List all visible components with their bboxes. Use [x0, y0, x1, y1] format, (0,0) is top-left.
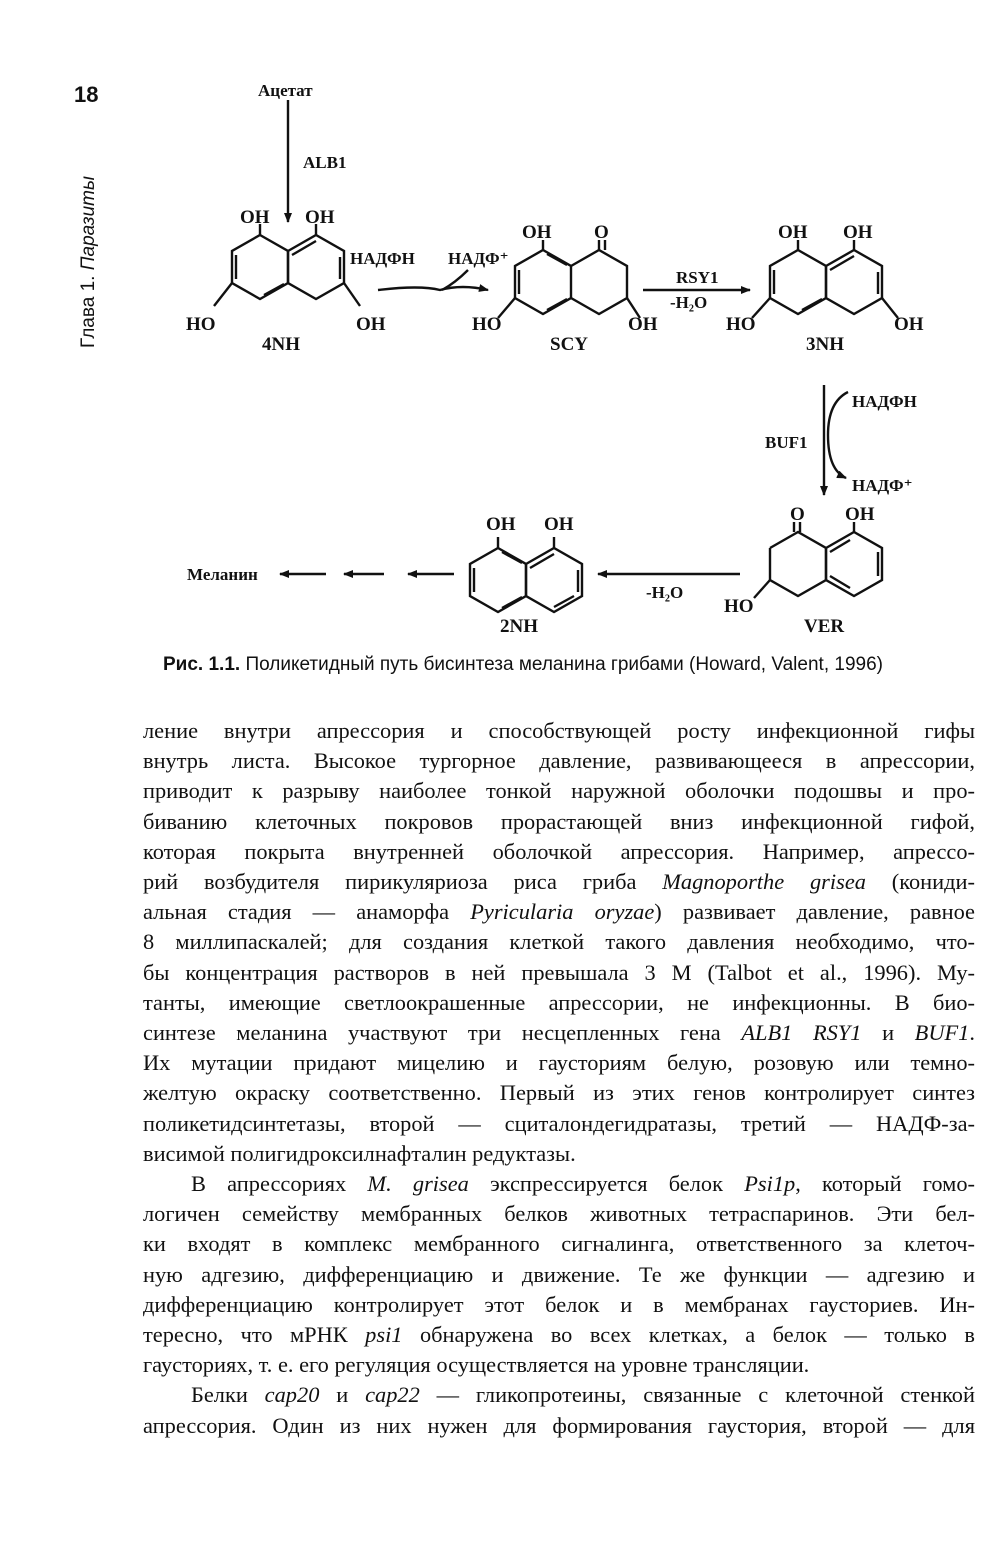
text-run: гаусториях, т. е. его регуляция осуществляется на уровне трансляции.	[143, 1352, 810, 1378]
text-run: альная стадия — анаморфа	[143, 899, 471, 925]
text-line	[143, 1018, 975, 1048]
text-run: — гликопротеины, связанные с клеточной стенкой	[419, 1382, 975, 1408]
text-line	[143, 1320, 975, 1350]
structure-scy	[498, 240, 640, 318]
body-text	[143, 716, 975, 1441]
text-run: тересно, что мРНК	[143, 1322, 366, 1348]
label-scy-o: O	[594, 222, 609, 243]
text-run: логичен семейству мембранных белков животных тетраспаринов. Эти бел-	[143, 1201, 975, 1227]
text-line	[143, 1350, 975, 1380]
label-acetate: Ацетат	[258, 81, 313, 100]
text-run: внутрь листа. Высокое тургорное давление, развивающееся в апрессории,	[143, 748, 975, 774]
label-3nh-ho: HO	[726, 314, 756, 335]
label-h2o-2: -H₂O	[646, 583, 684, 602]
text-run: которая покрыта внутренней оболочкой апрессория. Например, апрессо-	[143, 838, 975, 864]
melanin-pathway-scheme	[0, 0, 1000, 645]
text-run: ки входят в комплекс мембранного сигналинга, ответственного за клеточ-	[143, 1231, 975, 1257]
figure-caption	[163, 654, 883, 676]
label-ver-name: VER	[804, 616, 845, 637]
text-line	[143, 776, 975, 806]
structure-2nh	[470, 537, 582, 612]
label-nadph-2: НАДФН	[852, 392, 917, 411]
text-line	[143, 746, 975, 776]
label-2nh-oh-tl: OH	[486, 514, 516, 535]
label-scy-oh: OH	[522, 222, 552, 243]
italic-term: cap20	[264, 1382, 320, 1408]
label-nadph-1: НАДФН	[350, 249, 415, 268]
text-line	[143, 1048, 975, 1078]
label-4nh-ho: HO	[186, 314, 216, 335]
text-run: .	[969, 1020, 975, 1046]
chapter-title: Паразиты	[78, 176, 99, 271]
text-run: приводит к разрыву наиболее тонкой наружной оболочки подошвы и про-	[143, 778, 975, 804]
paragraph-3	[143, 1380, 975, 1440]
italic-term: Psi1p	[744, 1171, 796, 1197]
text-line	[143, 1229, 975, 1259]
structure-ver	[754, 522, 882, 598]
text-run: обнаружена во всех клетках, а белок — только в	[402, 1322, 975, 1348]
structure-3nh	[752, 240, 898, 318]
caption-text: Поликетидный путь бисинтеза меланина грибами (Howard, Valent, 1996)	[240, 654, 883, 675]
text-line	[143, 807, 975, 837]
label-3nh-oh-tr: OH	[843, 222, 873, 243]
label-rsy1: RSY1	[676, 268, 719, 287]
text-run: дифференциацию контролирует этот белок и в мембранах гаусториев. Ин-	[143, 1291, 975, 1317]
text-run: поликетидсинтетазы, второй — сциталондегидратазы, третий — НАДФ-за-	[143, 1110, 975, 1136]
italic-term: cap22	[365, 1382, 420, 1408]
label-ver-ho: HO	[724, 596, 754, 617]
label-3nh-name: 3NH	[806, 334, 844, 355]
text-run: , который гомо-	[795, 1171, 975, 1197]
text-run: ную адгезию, дифференциацию и движение. Те же функции — адгезию и	[143, 1261, 975, 1287]
label-4nh-name: 4NH	[262, 334, 300, 355]
text-run: апрессория. Один из них нужен для формирования гаустория, второй — для	[143, 1412, 975, 1438]
label-3nh-oh-r: OH	[894, 314, 924, 335]
text-run: висимой полигидроксилнафталин редуктазы.	[143, 1140, 576, 1166]
italic-term: Pyricularia oryzae	[470, 899, 655, 925]
text-line	[143, 837, 975, 867]
label-h2o-1: -H₂O	[670, 293, 708, 312]
text-run: и	[319, 1382, 366, 1408]
label-melanin: Меланин	[187, 565, 258, 584]
label-ver-o: O	[790, 504, 805, 525]
label-ver-oh: OH	[845, 504, 875, 525]
text-line	[143, 716, 975, 746]
paragraph-2	[143, 1169, 975, 1380]
text-run: 8 миллипаскалей; для создания клеткой такого давления необходимо, что-	[143, 929, 975, 955]
text-line	[143, 1109, 975, 1139]
paragraph-1	[143, 716, 975, 1169]
text-line	[143, 1078, 975, 1108]
label-4nh-oh-r: OH	[356, 314, 386, 335]
label-2nh-oh-tr: OH	[544, 514, 574, 535]
italic-term: psi1	[365, 1322, 403, 1348]
text-line	[143, 1260, 975, 1290]
label-buf1: BUF1	[765, 433, 808, 452]
italic-term: BUF1	[914, 1020, 970, 1046]
text-run: биванию клеточных покровов прорастающей вниз инфекционной гифой,	[143, 808, 975, 834]
italic-term: ALB1 RSY1	[741, 1020, 862, 1046]
text-run: желтую окраску соответственно. Первый из этих генов контролирует синтез	[143, 1080, 975, 1106]
text-line	[143, 1411, 975, 1441]
chapter-prefix: Глава 1.	[78, 275, 99, 348]
text-run: и	[861, 1020, 915, 1046]
label-scy-oh-r: OH	[628, 314, 658, 335]
text-line	[143, 988, 975, 1018]
label-4nh-oh-tr: OH	[305, 207, 335, 228]
label-alb1: ALB1	[303, 153, 347, 172]
label-nadp-2: НАДФ⁺	[852, 476, 913, 495]
text-run: В апрессориях	[191, 1171, 368, 1197]
text-line	[143, 1380, 975, 1410]
text-run: ) развивает давление, равное	[654, 899, 975, 925]
label-scy-name: SCY	[550, 334, 589, 355]
text-run: танты, имеющие светлоокрашенные апрессории, не инфекционны. В био-	[143, 989, 975, 1015]
text-run: (кониди-	[865, 869, 975, 895]
text-run: бы концентрация растворов в ней превышала 3 М (Talbot et al., 1996). Му-	[143, 959, 975, 985]
label-3nh-oh-tl: OH	[778, 222, 808, 243]
text-line	[143, 1139, 975, 1169]
text-line	[143, 1199, 975, 1229]
label-scy-ho: HO	[472, 314, 502, 335]
text-line	[143, 958, 975, 988]
italic-term: M. grisea	[367, 1171, 469, 1197]
text-line	[143, 867, 975, 897]
caption-label: Рис. 1.1.	[163, 654, 241, 675]
text-run: ление внутри апрессория и способствующей росту инфекционной гифы	[143, 718, 975, 743]
reaction-arrow-1	[378, 287, 488, 290]
text-run: Белки	[191, 1382, 265, 1408]
page-number: 18	[74, 82, 99, 107]
text-run: синтезе меланина участвуют три несцепленных гена	[143, 1020, 742, 1046]
label-nadp-1: НАДФ⁺	[448, 249, 509, 268]
italic-term: Magnoporthe grisea	[662, 869, 866, 895]
text-line	[143, 927, 975, 957]
label-4nh-oh-tl: OH	[240, 207, 270, 228]
text-run: экспрессируется белок	[468, 1171, 745, 1197]
text-run: Их мутации придают мицелию и гаусториям белую, розовую или темно-	[143, 1050, 975, 1076]
text-line	[143, 1290, 975, 1320]
label-2nh-name: 2NH	[500, 616, 538, 637]
text-run: рий возбудителя пирикуляриоза риса гриба	[143, 869, 663, 895]
text-line	[143, 1169, 975, 1199]
structure-4nh	[214, 224, 360, 306]
text-line	[143, 897, 975, 927]
